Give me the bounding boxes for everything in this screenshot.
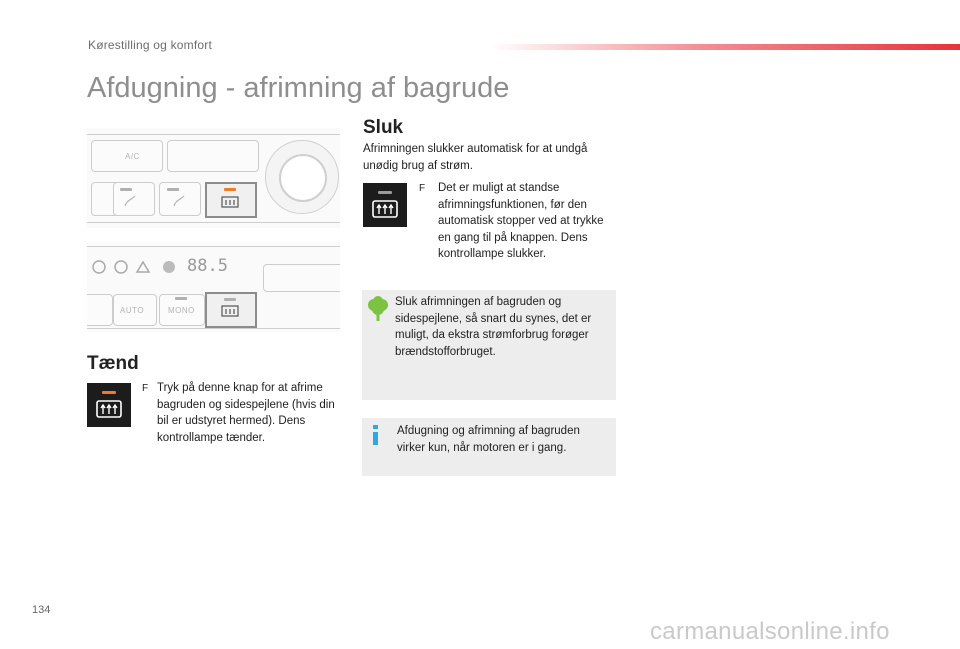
climate-display-icons [91,258,201,276]
sluk-instruction: Det er muligt at standse afrimningsfunktionen, før den automatisk stopper ved at trykke en gang til på knappen. Dens kontrollampe slukker. [438,182,604,260]
ac-label: A/C [125,152,140,161]
indicator-lamp-off [167,188,179,191]
control-panel-illustration-top [87,128,340,228]
sluk-intro: Afrimningen slukker automatisk for at undgå unødig brug af strøm. [363,143,588,172]
section-header: Kørestilling og komfort [88,38,212,52]
auto-label: AUTO [120,306,145,315]
eco-note-text: Sluk afrimningen af bagruden og sidespejlene, så snart du synes, det er muligt, da ekstra strømforbrug forøger brændstofforbruget. [395,296,592,358]
indicator-lamp-off [120,188,132,191]
indicator-lamp-on [102,391,116,394]
bullet-marker: F [419,183,426,194]
panel-edge-line [87,134,340,135]
panel-edge-line [87,222,340,223]
mono-label: MONO [168,306,195,315]
page-title: Afdugning - afrimning af bagrude [87,72,510,104]
air-distribution-icon [172,194,186,208]
rear-defrost-icon [221,305,239,317]
rear-defrost-icon [221,196,239,208]
display-readout: 88.5 [187,256,228,276]
indicator-lamp-off [224,298,236,301]
eco-note-box [362,290,616,400]
air-distribution-icon [123,194,137,208]
panel-edge-line [87,246,340,247]
taend-instruction: Tryk på denne knap for at afrime bagruden og sidespejlene (hvis din bil er udstyret hermed). Dens kontrollampe tænder. [157,382,335,444]
watermark: carmanualsonline.info [650,618,890,645]
info-icon [371,424,381,446]
temperature-knob-center [279,154,327,202]
indicator-lamp-off [378,191,392,194]
panel-button [87,294,113,326]
page-number: 134 [32,604,51,616]
sluk-heading: Sluk [363,117,404,138]
info-note-text: Afdugning og afrimning af bagruden virker kun, når motoren er i gang. [397,425,580,454]
bullet-marker: F [142,383,149,394]
indicator-lamp-off [175,297,187,300]
taend-icon-box [87,383,131,427]
eco-tree-icon [367,296,389,322]
panel-slot [263,264,340,292]
taend-heading: Tænd [87,353,139,374]
sluk-icon-box [363,183,407,227]
panel-edge-line [87,328,340,329]
rear-defrost-icon [96,400,122,418]
info-note-box [362,418,616,476]
indicator-lamp-on [224,188,236,191]
panel-slot [167,140,259,172]
header-accent-bar [490,44,960,50]
control-panel-illustration-bottom [87,242,340,332]
rear-defrost-icon [372,200,398,218]
